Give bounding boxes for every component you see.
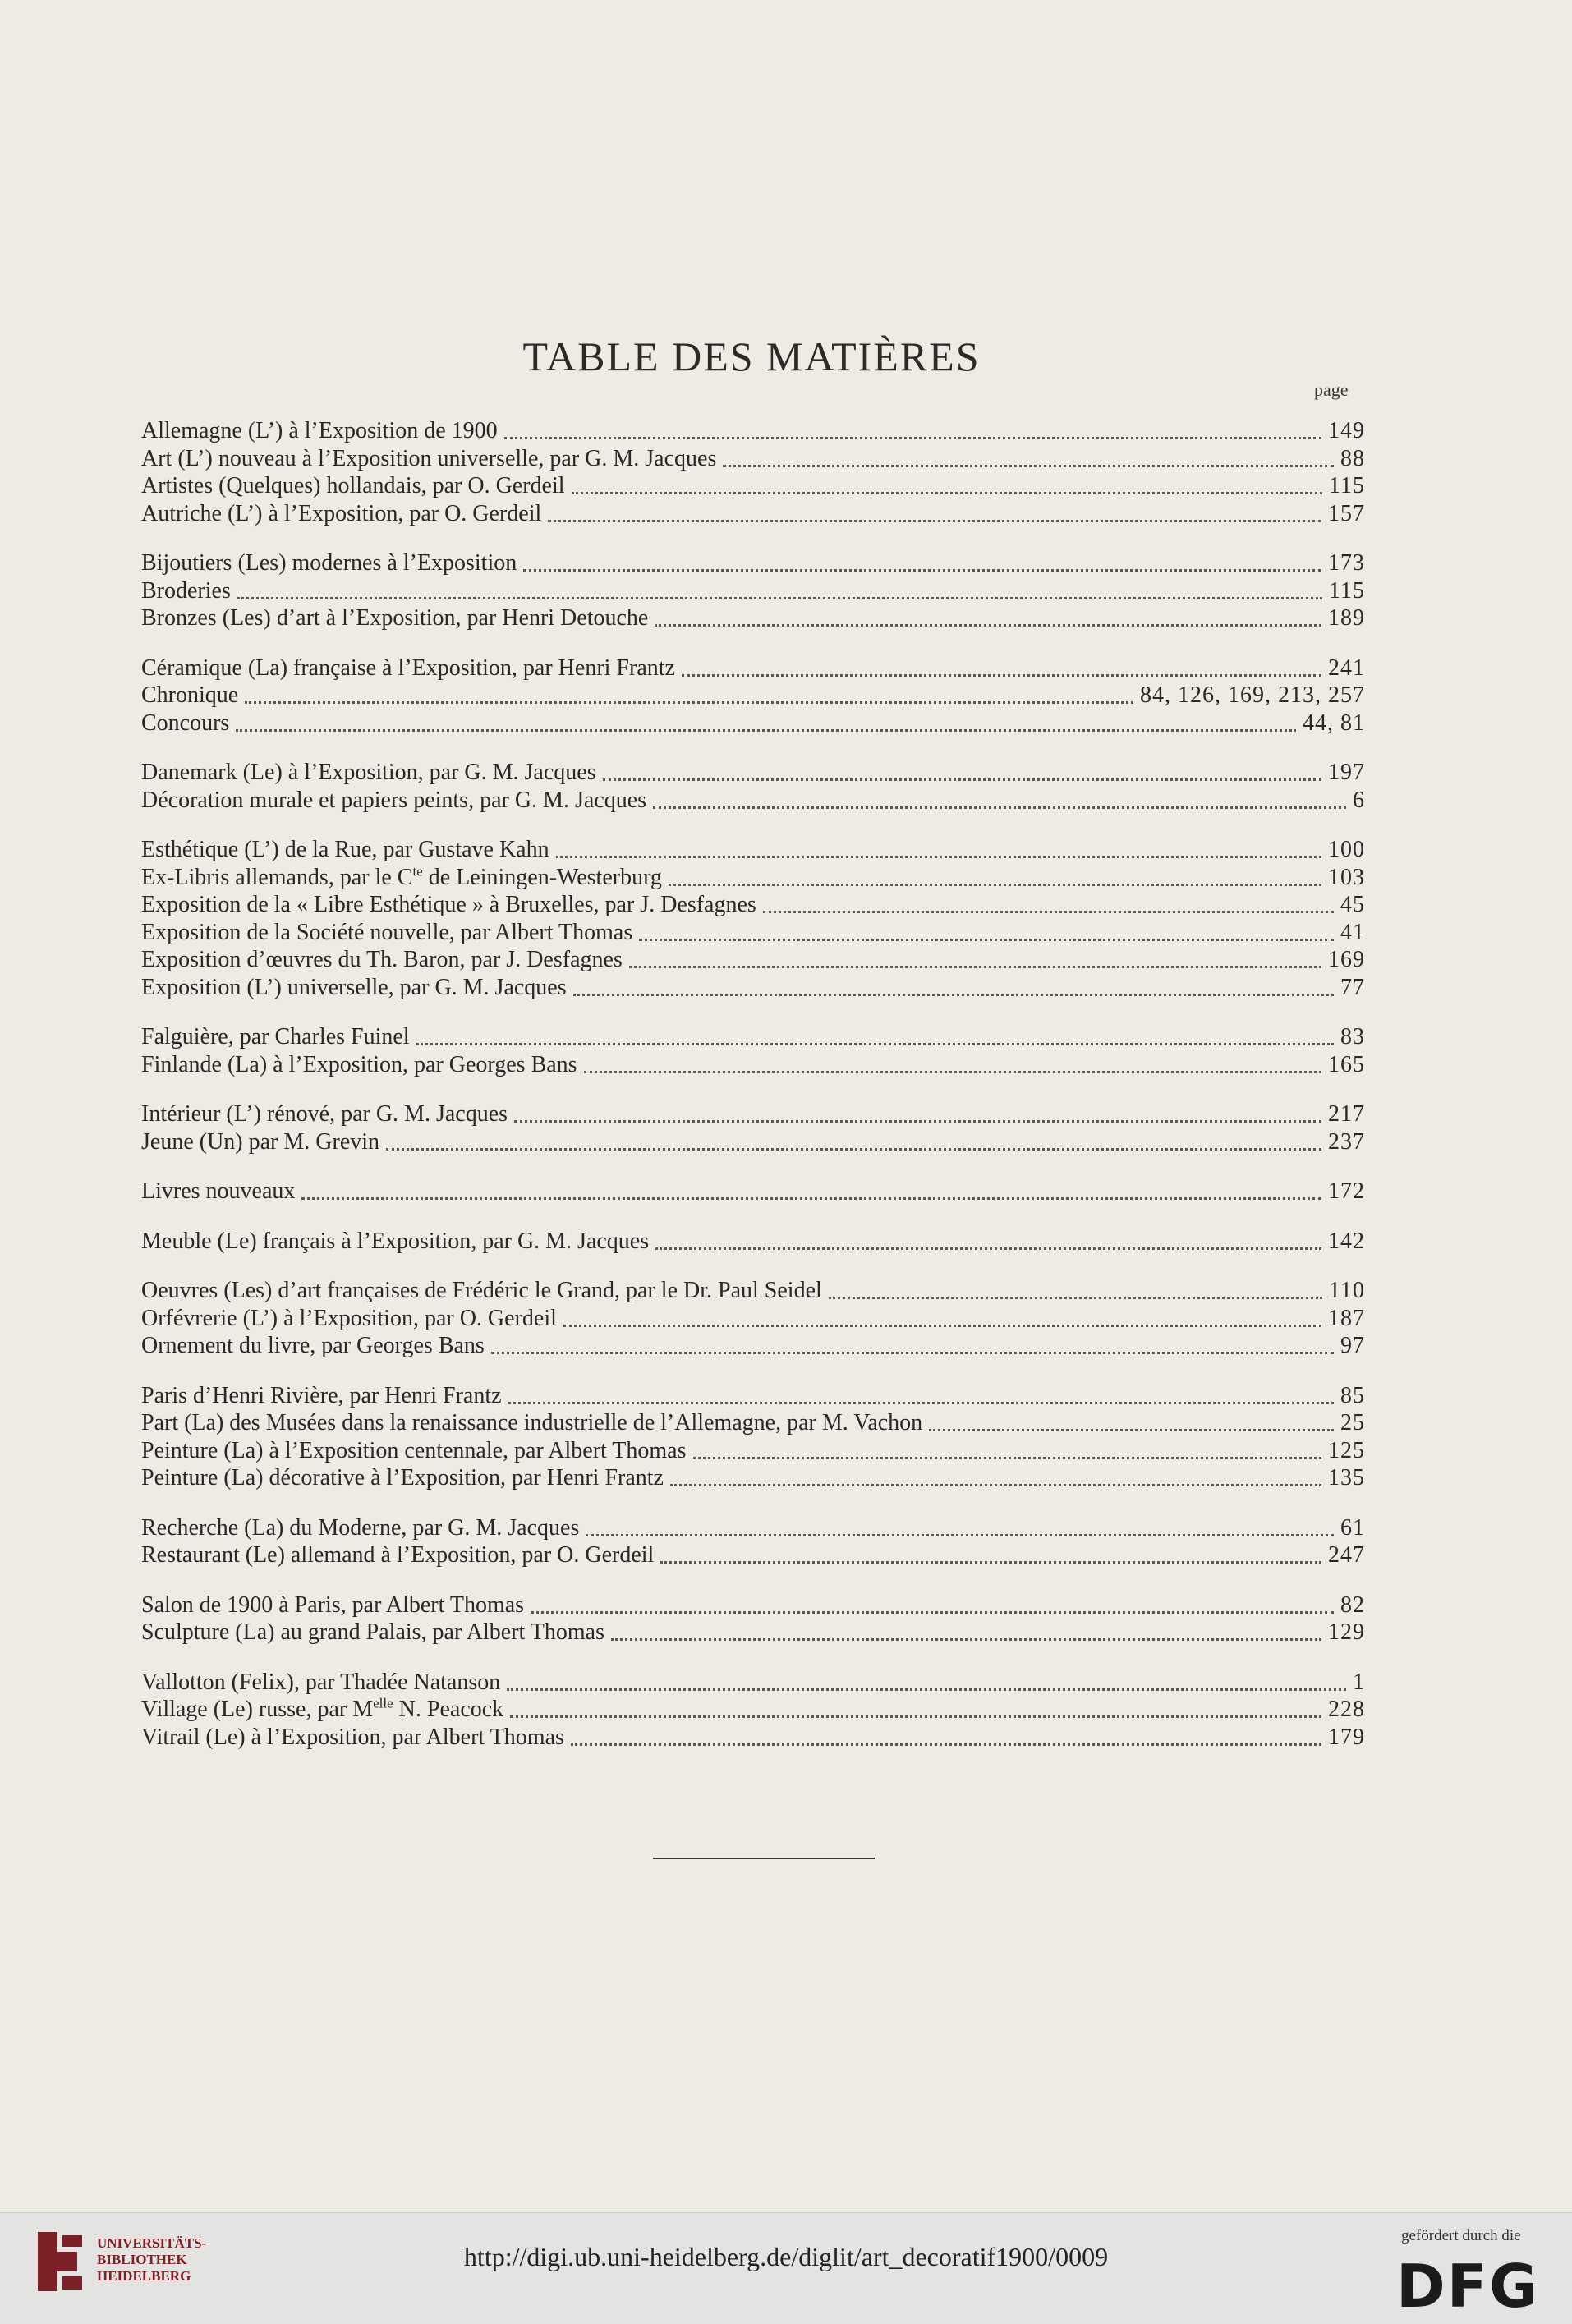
toc-entry[interactable]	[141, 1464, 1365, 1492]
toc-entry[interactable]	[141, 1332, 1365, 1360]
dot-leader	[571, 1743, 1321, 1746]
dot-leader	[929, 1429, 1334, 1431]
toc-entry-title: Paris d’Henri Rivière, par Henri Frantz	[141, 1382, 502, 1408]
toc-entry-page: 217	[1328, 1101, 1365, 1127]
toc-entry-title: Meuble (Le) français à l’Exposition, par G. M. Jacques	[141, 1228, 650, 1254]
toc-entry-page: 45	[1340, 892, 1365, 917]
dot-leader	[507, 1688, 1346, 1691]
toc-entry-page: 44, 81	[1303, 710, 1365, 736]
toc-group	[141, 1591, 1365, 1647]
dot-leader	[508, 1402, 1334, 1404]
toc-entry-title: Céramique (La) française à l’Exposition, par Henri Frantz	[141, 654, 675, 681]
toc-entry-page: 129	[1328, 1619, 1365, 1645]
toc-entry[interactable]	[141, 1724, 1365, 1752]
toc-entry-title: Décoration murale et papiers peints, par G. M. Jacques	[141, 787, 647, 813]
toc-entry[interactable]	[141, 946, 1365, 974]
toc-entry-page: 173	[1328, 550, 1365, 576]
toc-entry[interactable]	[141, 1178, 1365, 1206]
toc-entry-title: Exposition de la Société nouvelle, par Albert Thomas	[141, 919, 633, 945]
dot-leader	[584, 1071, 1321, 1073]
toc-entry-title: Allemagne (L’) à l’Exposition de 1900	[141, 418, 498, 443]
library-name-line: BIBLIOTHEK	[97, 2252, 187, 2267]
dot-leader	[763, 911, 1334, 913]
dot-leader	[386, 1148, 1321, 1151]
toc-entry[interactable]	[141, 500, 1365, 528]
toc-entry-page: 115	[1329, 473, 1365, 498]
dot-leader	[548, 520, 1321, 522]
dot-leader	[556, 856, 1321, 858]
dfg-logo: DFG	[1396, 2252, 1540, 2321]
dot-leader	[611, 1638, 1321, 1641]
funding-note: gefördert durch die	[1401, 2227, 1521, 2244]
toc-entry-title: Ornement du livre, par Georges Bans	[141, 1333, 485, 1358]
toc-entry-page: 61	[1340, 1514, 1365, 1541]
toc-entry-title: Exposition d’œuvres du Th. Baron, par J. Desfagnes	[141, 947, 623, 972]
toc-entry-title: Finlande (La) à l’Exposition, par Georges Bans	[141, 1051, 577, 1077]
toc-entry-page: 25	[1340, 1410, 1365, 1435]
toc-entry-page: 157	[1328, 500, 1365, 526]
toc-entry-page: 169	[1328, 947, 1365, 972]
toc-entry-page: 142	[1328, 1228, 1365, 1254]
toc-entry-title: Artistes (Quelques) hollandais, par O. Gerdeil	[141, 473, 565, 498]
toc-entry-title: Art (L’) nouveau à l’Exposition universelle, par G. M. Jacques	[141, 445, 717, 471]
toc-entry[interactable]	[141, 549, 1365, 577]
toc-entry-title: Peinture (La) à l’Exposition centennale, par Albert Thomas	[141, 1437, 687, 1463]
toc-group	[141, 417, 1365, 527]
toc-entry-page: 1	[1353, 1669, 1365, 1695]
page-title: TABLE DES MATIÈRES	[522, 333, 981, 379]
dot-leader	[236, 729, 1296, 732]
toc-group	[141, 654, 1365, 737]
toc-entry-title: Bijoutiers (Les) modernes à l’Exposition	[141, 550, 517, 576]
toc-entry-page: 187	[1328, 1305, 1365, 1331]
toc-entry-page: 237	[1328, 1128, 1365, 1155]
dot-leader	[603, 778, 1321, 781]
toc-entry[interactable]	[141, 787, 1365, 815]
toc-entry-page: 165	[1328, 1051, 1365, 1077]
toc-entry[interactable]	[141, 1228, 1365, 1256]
toc-entry-page: 110	[1329, 1278, 1365, 1303]
dot-leader	[653, 806, 1346, 809]
toc-entry[interactable]	[141, 1382, 1365, 1410]
toc-entry-page: 103	[1328, 864, 1365, 890]
toc-entry[interactable]	[141, 1277, 1365, 1305]
toc-entry-title: Salon de 1900 à Paris, par Albert Thomas	[141, 1591, 525, 1618]
toc-entry-title: Sculpture (La) au grand Palais, par Albert Thomas	[141, 1619, 604, 1645]
toc-entry-title: Exposition (L’) universelle, par G. M. Jacques	[141, 974, 567, 1000]
toc-entry[interactable]	[141, 1100, 1365, 1128]
toc-entry[interactable]	[141, 1514, 1365, 1542]
toc-entry[interactable]	[141, 836, 1365, 864]
toc-entry[interactable]	[141, 891, 1365, 919]
dot-leader	[629, 966, 1321, 968]
toc-entry-title: Ex-Libris allemands, par le $C^{te}$ de Leiningen-Westerburg	[141, 863, 662, 890]
toc-entry[interactable]	[141, 1669, 1365, 1697]
toc-entry[interactable]	[141, 417, 1365, 445]
toc-entry-page: 83	[1340, 1024, 1365, 1049]
toc-entry-title: Autriche (L’) à l’Exposition, par O. Gerdeil	[141, 500, 542, 526]
toc-group	[141, 549, 1365, 632]
dot-leader	[237, 597, 1322, 599]
dot-leader	[510, 1715, 1321, 1718]
toc-group	[141, 1669, 1365, 1752]
toc-entry-title: Danemark (Le) à l’Exposition, par G. M. Jacques	[141, 760, 596, 785]
toc-entry[interactable]	[141, 1696, 1365, 1724]
dot-leader	[586, 1534, 1334, 1536]
dot-leader	[572, 492, 1323, 494]
dot-leader	[682, 674, 1321, 677]
toc-entry[interactable]	[141, 974, 1365, 1002]
toc-entry[interactable]	[141, 710, 1365, 737]
dot-leader	[669, 884, 1321, 886]
dot-leader	[416, 1043, 1334, 1045]
toc-entry-title: Restaurant (Le) allemand à l’Exposition, par O. Gerdeil	[141, 1542, 655, 1568]
toc-group	[141, 1023, 1365, 1078]
toc-entry-title: Jeune (Un) par M. Grevin	[141, 1128, 380, 1155]
dot-leader	[693, 1457, 1322, 1459]
toc-entry-page: 179	[1328, 1724, 1365, 1750]
dot-leader	[531, 1611, 1334, 1614]
toc-entry[interactable]	[141, 445, 1365, 473]
toc-entry[interactable]	[141, 604, 1365, 632]
toc-entry-page: 41	[1340, 919, 1365, 945]
toc-entry[interactable]	[141, 1437, 1365, 1465]
toc-entry[interactable]	[141, 759, 1365, 787]
toc-entry[interactable]	[141, 1023, 1365, 1051]
toc-group	[141, 1100, 1365, 1155]
toc-entry-page: 197	[1328, 760, 1365, 785]
library-name-line: UNIVERSITÄTS-	[97, 2235, 207, 2251]
dot-leader	[301, 1197, 1321, 1200]
toc-entry-title: Exposition de la « Libre Esthétique » à Bruxelles, par J. Desfagnes	[141, 892, 756, 917]
dot-leader	[573, 994, 1334, 996]
page-column-label: page	[1314, 379, 1349, 400]
dot-leader	[655, 624, 1321, 627]
toc-group	[141, 1277, 1365, 1360]
toc-entry-title: Falguière, par Charles Fuinel	[141, 1024, 410, 1049]
toc-entry-title: Village (Le) russe, par $M^{elle}$ N. Peacock	[141, 1695, 504, 1722]
closing-rule	[653, 1858, 875, 1859]
toc-entry[interactable]	[141, 1305, 1365, 1333]
toc-entry-page: 88	[1340, 445, 1365, 471]
toc-entry[interactable]	[141, 1541, 1365, 1569]
toc-entry-page: 77	[1340, 974, 1365, 1000]
toc-entry-title: Livres nouveaux	[141, 1178, 296, 1204]
toc-entry[interactable]	[141, 1619, 1365, 1647]
toc-entry[interactable]	[141, 472, 1365, 500]
toc-group	[141, 1382, 1365, 1492]
toc-entry-title: Part (La) des Musées dans la renaissance industrielle de l’Allemagne, par M. Vachon	[141, 1410, 923, 1435]
toc-entry[interactable]	[141, 919, 1365, 947]
toc-entry-page: 247	[1328, 1542, 1365, 1568]
toc-entry-title: Recherche (La) du Moderne, par G. M. Jacques	[141, 1514, 580, 1541]
toc-group	[141, 1178, 1365, 1206]
dot-leader	[829, 1297, 1322, 1299]
dot-leader	[563, 1325, 1321, 1327]
toc-entry[interactable]	[141, 1128, 1365, 1156]
toc-entry-page: 228	[1328, 1697, 1365, 1722]
toc-entry-title: Vitrail (Le) à l’Exposition, par Albert Thomas	[141, 1724, 564, 1750]
toc-entry-page: 125	[1328, 1437, 1365, 1463]
dot-leader	[523, 569, 1321, 572]
toc-group	[141, 1514, 1365, 1569]
toc-entry[interactable]	[141, 682, 1365, 710]
toc-entry-page: 97	[1340, 1333, 1365, 1358]
toc-entry-page: 84, 126, 169, 213, 257	[1140, 682, 1365, 708]
toc-entry-title: Intérieur (L’) rénové, par G. M. Jacques	[141, 1101, 508, 1127]
toc-group	[141, 759, 1365, 814]
toc-entry-title: Peinture (La) décorative à l’Exposition, par Henri Frantz	[141, 1465, 664, 1490]
toc-entry-title: Esthétique (L’) de la Rue, par Gustave Kahn	[141, 837, 549, 862]
dot-leader	[660, 1561, 1321, 1564]
toc-entry-page: 82	[1340, 1591, 1365, 1618]
toc-entry[interactable]	[141, 654, 1365, 682]
toc-entry-page: 135	[1328, 1465, 1365, 1490]
toc-entry-title: Orfévrerie (L’) à l’Exposition, par O. Gerdeil	[141, 1305, 557, 1331]
toc-entry-page: 100	[1328, 837, 1365, 862]
toc-entry-page: 85	[1340, 1382, 1365, 1408]
toc-entry-title: Bronzes (Les) d’art à l’Exposition, par Henri Detouche	[141, 605, 649, 631]
toc-entry-page: 189	[1328, 605, 1365, 631]
dot-leader	[639, 939, 1334, 941]
toc-entry-page: 172	[1328, 1178, 1365, 1204]
toc-entry[interactable]	[141, 1051, 1365, 1079]
dot-leader	[245, 701, 1133, 704]
toc-entry-page: 241	[1328, 654, 1365, 681]
toc-entry-title: Vallotton (Felix), par Thadée Natanson	[141, 1669, 501, 1695]
toc-entry-title: Concours	[141, 710, 230, 736]
toc-entry-page: 115	[1329, 577, 1365, 604]
toc-entry[interactable]	[141, 1591, 1365, 1619]
toc-entry[interactable]	[141, 864, 1365, 892]
toc-entry-title: Chronique	[141, 682, 239, 708]
dot-leader	[655, 1247, 1321, 1250]
toc-entry-title: Oeuvres (Les) d’art françaises de Frédéric le Grand, par le Dr. Paul Seidel	[141, 1278, 822, 1303]
dot-leader	[514, 1120, 1321, 1123]
toc-entry[interactable]	[141, 1409, 1365, 1437]
table-of-contents	[141, 417, 1365, 1773]
dot-leader	[670, 1484, 1321, 1486]
toc-group	[141, 1228, 1365, 1256]
toc-entry[interactable]	[141, 577, 1365, 605]
library-name-line: HEIDELBERG	[97, 2268, 191, 2284]
toc-entry-page: 149	[1328, 418, 1365, 443]
toc-entry-page: 6	[1353, 787, 1365, 813]
dot-leader	[491, 1352, 1334, 1354]
toc-group	[141, 836, 1365, 1001]
permalink-url[interactable]: http://digi.ub.uni-heidelberg.de/diglit/art_decoratif1900/0009	[463, 2242, 1109, 2271]
dot-leader	[723, 465, 1334, 467]
toc-entry-title: Broderies	[141, 577, 231, 604]
dot-leader	[504, 437, 1321, 439]
